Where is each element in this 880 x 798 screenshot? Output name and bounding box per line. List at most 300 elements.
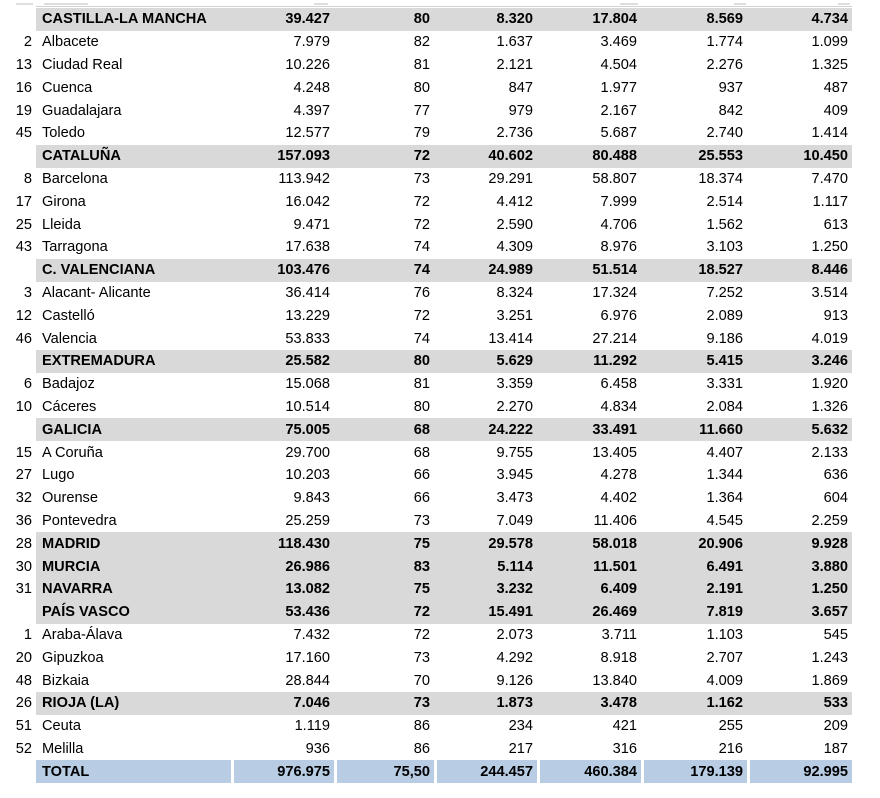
row-value: 7.470 <box>811 170 848 187</box>
row-value: 72 <box>413 307 430 324</box>
row-name: MURCIA <box>36 555 231 578</box>
row-name: Guadalajara <box>42 102 122 119</box>
row-value: 2.167 <box>600 102 637 119</box>
table-row <box>0 396 852 419</box>
row-name: MADRID <box>36 532 231 555</box>
row-value: 217 <box>508 740 533 757</box>
row-value: 9.186 <box>706 330 743 347</box>
total-row <box>0 760 852 783</box>
row-value: 20.906 <box>641 532 747 555</box>
row-value: 316 <box>612 740 637 757</box>
table-row <box>0 646 852 669</box>
row-value: 6.409 <box>537 578 641 601</box>
row-value: 17.160 <box>285 649 330 666</box>
row-value: 2.084 <box>706 398 743 415</box>
row-value: 913 <box>823 307 848 324</box>
row-value: 6.976 <box>600 307 637 324</box>
row-value: 234 <box>508 718 533 735</box>
clipped-text-remnant <box>16 3 33 5</box>
row-value: 6.458 <box>600 376 637 393</box>
row-value: 7.252 <box>706 284 743 301</box>
row-value: 75 <box>334 532 434 555</box>
row-value: 8.976 <box>600 239 637 256</box>
row-number: 36 <box>15 512 32 529</box>
row-value: 15.491 <box>434 601 537 624</box>
total-value-4: 460.384 <box>537 760 641 783</box>
row-value: 4.504 <box>600 56 637 73</box>
row-value: 487 <box>823 79 848 96</box>
row-number: 17 <box>15 193 32 210</box>
row-value: 1.869 <box>811 672 848 689</box>
row-value: 1.920 <box>811 376 848 393</box>
table-body <box>0 8 852 760</box>
row-value: 83 <box>334 555 434 578</box>
total-value-3: 244.457 <box>434 760 537 783</box>
row-divider <box>36 6 852 7</box>
row-number: 43 <box>15 239 32 256</box>
row-value: 936 <box>305 740 330 757</box>
row-number: 48 <box>15 672 32 689</box>
row-value: 533 <box>747 692 852 715</box>
row-name: Barcelona <box>42 170 108 187</box>
row-value: 17.638 <box>285 239 330 256</box>
row-name: Lleida <box>42 216 81 233</box>
row-value: 3.657 <box>747 601 852 624</box>
row-value: 25.582 <box>231 350 334 373</box>
table-row <box>0 122 852 145</box>
row-value: 25.553 <box>641 145 747 168</box>
row-name: Valencia <box>42 330 97 347</box>
row-value: 72 <box>413 626 430 643</box>
row-value: 10.450 <box>747 145 852 168</box>
row-number: 16 <box>15 79 32 96</box>
row-value: 8.446 <box>747 259 852 282</box>
row-value: 25.259 <box>285 512 330 529</box>
row-name: Badajoz <box>42 376 95 393</box>
row-value: 1.326 <box>811 398 848 415</box>
row-value: 1.637 <box>496 34 533 51</box>
row-name: Lugo <box>42 467 75 484</box>
row-value: 13.414 <box>488 330 533 347</box>
row-number <box>0 418 36 441</box>
row-value: 29.700 <box>285 444 330 461</box>
row-value: 9.755 <box>496 444 533 461</box>
row-name: Cáceres <box>42 398 97 415</box>
row-value: 11.292 <box>537 350 641 373</box>
table-row <box>0 464 852 487</box>
table-row <box>0 54 852 77</box>
row-value: 26.986 <box>231 555 334 578</box>
row-value: 9.126 <box>496 672 533 689</box>
row-value: 636 <box>823 467 848 484</box>
row-number: 51 <box>15 718 32 735</box>
table-row <box>0 327 852 350</box>
row-number: 32 <box>15 490 32 507</box>
table-row <box>0 715 852 738</box>
row-number: 3 <box>23 284 32 301</box>
row-value: 79 <box>413 125 430 142</box>
row-value: 70 <box>413 672 430 689</box>
row-value: 3.469 <box>600 34 637 51</box>
row-value: 73 <box>413 512 430 529</box>
row-name: Cuenca <box>42 79 93 96</box>
row-value: 13.405 <box>592 444 637 461</box>
row-value: 2.707 <box>706 649 743 666</box>
row-name: Pontevedra <box>42 512 117 529</box>
table-row <box>0 31 852 54</box>
row-value: 73 <box>413 649 430 666</box>
table-row <box>0 601 852 624</box>
row-value: 1.250 <box>747 578 852 601</box>
row-number: 15 <box>15 444 32 461</box>
row-number <box>0 350 36 373</box>
row-value: 26.469 <box>537 601 641 624</box>
row-value: 53.436 <box>231 601 334 624</box>
row-value: 1.344 <box>706 467 743 484</box>
table-row <box>0 145 852 168</box>
row-number <box>0 145 36 168</box>
row-value: 13.082 <box>231 578 334 601</box>
row-value: 9.928 <box>747 532 852 555</box>
table-row <box>0 418 852 441</box>
row-value: 66 <box>413 467 430 484</box>
row-value: 3.246 <box>747 350 852 373</box>
row-value: 979 <box>508 102 533 119</box>
row-value: 39.427 <box>231 8 334 31</box>
row-value: 7.046 <box>231 692 334 715</box>
row-value: 15.068 <box>285 376 330 393</box>
row-value: 9.843 <box>293 490 330 507</box>
row-value: 1.250 <box>811 239 848 256</box>
row-name: A Coruña <box>42 444 103 461</box>
row-name: CATALUÑA <box>36 145 231 168</box>
row-name: Tarragona <box>42 239 108 256</box>
row-value: 10.226 <box>285 56 330 73</box>
row-value: 73 <box>413 170 430 187</box>
row-name: Girona <box>42 193 86 210</box>
row-value: 8.320 <box>434 8 537 31</box>
row-value: 27.214 <box>592 330 637 347</box>
row-value: 1.099 <box>811 34 848 51</box>
row-value: 1.325 <box>811 56 848 73</box>
row-value: 3.880 <box>747 555 852 578</box>
row-value: 113.942 <box>278 170 330 187</box>
row-number: 19 <box>15 102 32 119</box>
row-value: 80 <box>413 398 430 415</box>
row-value: 80 <box>334 350 434 373</box>
provinces-table <box>0 8 852 783</box>
row-value: 2.133 <box>811 444 848 461</box>
row-number: 2 <box>23 34 32 51</box>
row-value: 7.432 <box>293 626 330 643</box>
row-value: 16.042 <box>285 193 330 210</box>
row-value: 1.414 <box>811 125 848 142</box>
clipped-text-remnant <box>44 3 88 5</box>
row-value: 68 <box>334 418 434 441</box>
row-value: 2.270 <box>496 398 533 415</box>
row-value: 13.229 <box>285 307 330 324</box>
table-row <box>0 282 852 305</box>
row-number <box>0 8 36 31</box>
row-number <box>0 760 36 783</box>
row-value: 74 <box>334 259 434 282</box>
table-row <box>0 373 852 396</box>
row-value: 7.049 <box>496 512 533 529</box>
row-name: C. VALENCIANA <box>36 259 231 282</box>
row-number: 30 <box>15 558 32 575</box>
clipped-text-remnant <box>734 3 746 5</box>
row-value: 1.562 <box>706 216 743 233</box>
row-value: 4.397 <box>293 102 330 119</box>
table-row <box>0 76 852 99</box>
table-row <box>0 259 852 282</box>
row-number: 28 <box>15 535 32 552</box>
table-row <box>0 441 852 464</box>
table-row <box>0 692 852 715</box>
row-value: 33.491 <box>537 418 641 441</box>
row-value: 58.018 <box>537 532 641 555</box>
row-value: 10.203 <box>285 467 330 484</box>
row-name: PAÍS VASCO <box>36 601 231 624</box>
row-value: 4.834 <box>600 398 637 415</box>
row-number: 12 <box>15 307 32 324</box>
row-name: Alacant- Alicante <box>42 284 151 301</box>
row-value: 216 <box>718 740 743 757</box>
row-value: 3.232 <box>434 578 537 601</box>
row-value: 10.514 <box>285 398 330 415</box>
row-name: Bizkaia <box>42 672 90 689</box>
row-number: 25 <box>15 216 32 233</box>
row-value: 72 <box>413 193 430 210</box>
row-value: 937 <box>718 79 743 96</box>
row-name: NAVARRA <box>36 578 231 601</box>
row-value: 17.324 <box>592 284 637 301</box>
row-value: 3.359 <box>496 376 533 393</box>
row-number: 26 <box>15 695 32 712</box>
clipped-text-remnant <box>838 3 850 5</box>
row-value: 18.527 <box>641 259 747 282</box>
row-value: 8.324 <box>496 284 533 301</box>
row-value: 4.734 <box>747 8 852 31</box>
row-name: EXTREMADURA <box>36 350 231 373</box>
row-value: 1.119 <box>294 718 330 735</box>
table-row <box>0 578 852 601</box>
row-name: Melilla <box>42 740 84 757</box>
total-value-2: 75,50 <box>334 760 434 783</box>
row-value: 1.774 <box>706 34 743 51</box>
row-value: 72 <box>334 601 434 624</box>
row-value: 8.569 <box>641 8 747 31</box>
row-name: Araba-Álava <box>42 626 123 643</box>
row-number: 20 <box>15 649 32 666</box>
row-value: 3.331 <box>706 376 743 393</box>
row-value: 86 <box>413 718 430 735</box>
row-value: 17.804 <box>537 8 641 31</box>
row-value: 5.632 <box>747 418 852 441</box>
row-value: 5.415 <box>641 350 747 373</box>
row-value: 75 <box>334 578 434 601</box>
row-value: 3.103 <box>706 239 743 256</box>
row-value: 29.291 <box>488 170 533 187</box>
row-value: 604 <box>823 490 848 507</box>
row-value: 2.590 <box>496 216 533 233</box>
row-number: 13 <box>15 56 32 73</box>
row-value: 157.093 <box>231 145 334 168</box>
row-value: 118.430 <box>231 532 334 555</box>
row-name: Albacete <box>42 34 99 51</box>
row-name: GALICIA <box>36 418 231 441</box>
row-name: Castelló <box>42 307 95 324</box>
table-row <box>0 624 852 647</box>
row-name: CASTILLA-LA MANCHA <box>36 8 231 31</box>
row-value: 12.577 <box>285 125 330 142</box>
row-value: 82 <box>413 34 430 51</box>
row-value: 2.121 <box>496 56 533 73</box>
row-value: 73 <box>334 692 434 715</box>
row-value: 2.191 <box>641 578 747 601</box>
row-value: 5.687 <box>600 125 637 142</box>
row-value: 4.278 <box>600 467 637 484</box>
row-value: 4.402 <box>600 490 637 507</box>
row-value: 1.103 <box>706 626 743 643</box>
row-value: 29.578 <box>434 532 537 555</box>
row-value: 2.089 <box>706 307 743 324</box>
row-value: 5.629 <box>434 350 537 373</box>
table-row <box>0 487 852 510</box>
clipped-row-remnant <box>0 0 852 7</box>
row-value: 74 <box>413 239 430 256</box>
row-value: 40.602 <box>434 145 537 168</box>
table-row <box>0 213 852 236</box>
clipped-text-remnant <box>620 3 638 5</box>
row-value: 7.999 <box>600 193 637 210</box>
row-value: 81 <box>413 56 430 73</box>
row-value: 58.807 <box>592 170 637 187</box>
row-number: 45 <box>15 125 32 142</box>
row-value: 2.514 <box>706 193 743 210</box>
row-name: Toledo <box>42 125 86 142</box>
row-value: 421 <box>612 718 637 735</box>
row-value: 74 <box>413 330 430 347</box>
table-row <box>0 669 852 692</box>
row-value: 4.292 <box>496 649 533 666</box>
row-value: 4.407 <box>706 444 743 461</box>
row-number: 8 <box>23 170 32 187</box>
table-row <box>0 8 852 31</box>
table-row <box>0 236 852 259</box>
row-value: 7.819 <box>641 601 747 624</box>
row-value: 66 <box>413 490 430 507</box>
table-row <box>0 510 852 533</box>
row-value: 2.259 <box>811 512 848 529</box>
total-label: TOTAL <box>36 760 231 783</box>
row-value: 1.117 <box>812 193 848 210</box>
row-value: 2.276 <box>706 56 743 73</box>
row-value: 613 <box>823 216 848 233</box>
row-value: 1.364 <box>706 490 743 507</box>
row-value: 80 <box>413 79 430 96</box>
row-value: 2.736 <box>496 125 533 142</box>
row-value: 209 <box>823 718 848 735</box>
row-number: 10 <box>15 398 32 415</box>
row-number: 52 <box>15 740 32 757</box>
total-value-1: 976.975 <box>231 760 334 783</box>
row-value: 2.740 <box>706 125 743 142</box>
row-value: 72 <box>334 145 434 168</box>
row-value: 11.660 <box>641 418 747 441</box>
row-value: 4.545 <box>706 512 743 529</box>
row-value: 1.162 <box>641 692 747 715</box>
row-value: 4.009 <box>706 672 743 689</box>
row-name: RIOJA (LA) <box>36 692 231 715</box>
row-value: 77 <box>413 102 430 119</box>
row-number: 46 <box>15 330 32 347</box>
row-value: 3.478 <box>537 692 641 715</box>
row-value: 6.491 <box>641 555 747 578</box>
row-value: 1.977 <box>600 79 637 96</box>
row-value: 5.114 <box>434 555 537 578</box>
row-value: 842 <box>718 102 743 119</box>
table-row <box>0 738 852 761</box>
row-value: 3.473 <box>496 490 533 507</box>
row-value: 1.243 <box>811 649 848 666</box>
clipped-text-remnant <box>314 3 328 5</box>
row-value: 8.918 <box>600 649 637 666</box>
table-row <box>0 532 852 555</box>
row-value: 409 <box>823 102 848 119</box>
row-value: 36.414 <box>285 284 330 301</box>
row-value: 80 <box>334 8 434 31</box>
row-number: 31 <box>15 581 32 598</box>
row-value: 4.248 <box>293 79 330 96</box>
row-value: 255 <box>718 718 743 735</box>
row-value: 72 <box>413 216 430 233</box>
row-value: 847 <box>508 79 533 96</box>
table-row <box>0 555 852 578</box>
total-value-6: 92.995 <box>747 760 852 783</box>
row-number <box>0 601 36 624</box>
row-value: 103.476 <box>231 259 334 282</box>
row-value: 187 <box>823 740 848 757</box>
row-value: 3.514 <box>811 284 848 301</box>
row-name: Gipuzkoa <box>42 649 104 666</box>
row-value: 3.711 <box>601 626 637 643</box>
row-value: 3.251 <box>496 307 533 324</box>
row-value: 68 <box>413 444 430 461</box>
row-number <box>0 259 36 282</box>
row-value: 4.019 <box>811 330 848 347</box>
row-name: Ciudad Real <box>42 56 123 73</box>
row-value: 81 <box>413 376 430 393</box>
row-value: 18.374 <box>698 170 743 187</box>
row-number: 6 <box>23 376 32 393</box>
table-row <box>0 350 852 373</box>
row-number: 27 <box>15 467 32 484</box>
row-number: 1 <box>23 626 32 643</box>
table-row <box>0 190 852 213</box>
row-value: 545 <box>823 626 848 643</box>
table-row <box>0 304 852 327</box>
table-row <box>0 99 852 122</box>
row-value: 9.471 <box>293 216 330 233</box>
row-value: 11.501 <box>537 555 641 578</box>
row-value: 24.222 <box>434 418 537 441</box>
row-name: Ourense <box>42 490 98 507</box>
row-value: 4.309 <box>496 239 533 256</box>
row-value: 76 <box>413 284 430 301</box>
row-value: 7.979 <box>293 34 330 51</box>
row-value: 3.945 <box>496 467 533 484</box>
